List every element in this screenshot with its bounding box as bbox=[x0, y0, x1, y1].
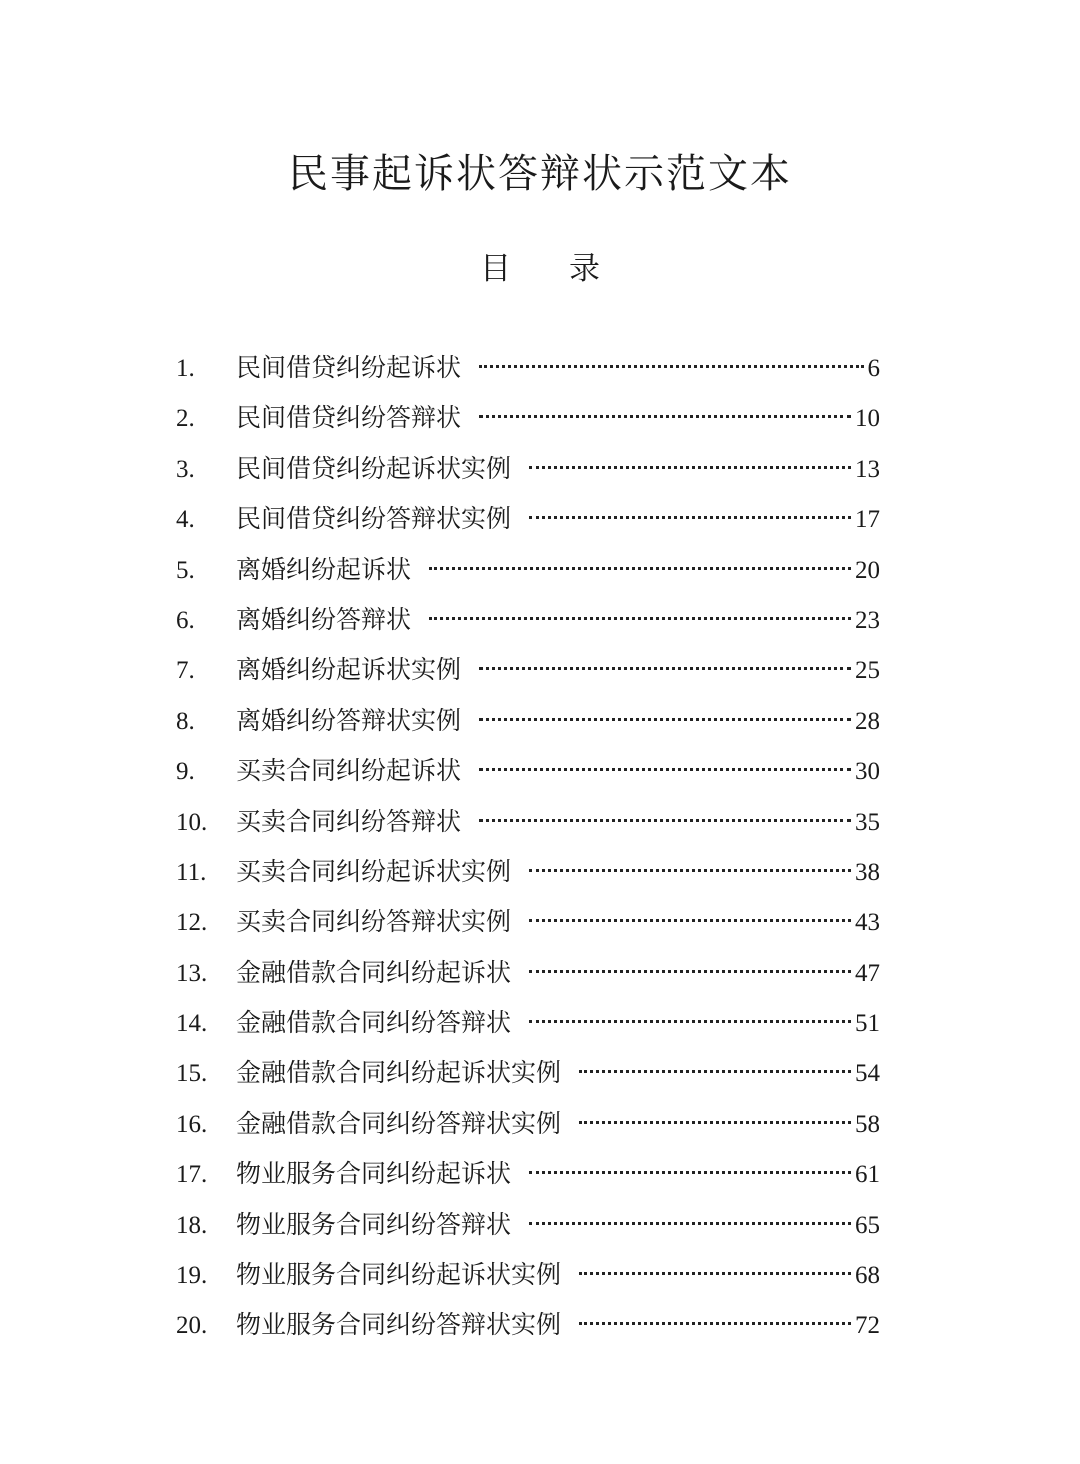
toc-item[interactable] bbox=[176, 897, 880, 947]
toc-item-number: 17. bbox=[176, 1161, 208, 1189]
toc-item-page: 38 bbox=[855, 858, 880, 886]
toc-item-label[interactable]: 离婚纠纷答辩状实例 bbox=[236, 705, 462, 735]
toc-item-page: 61 bbox=[855, 1161, 880, 1189]
toc-item-number: 9. bbox=[176, 758, 195, 786]
toc-heading-left: 目 bbox=[480, 251, 511, 287]
toc-item[interactable] bbox=[176, 595, 880, 645]
toc-item-leader-dots bbox=[579, 1121, 851, 1124]
toc-item-page: 58 bbox=[855, 1110, 880, 1138]
toc-item-number: 12. bbox=[176, 909, 208, 937]
toc-item-number: 10. bbox=[176, 808, 208, 836]
toc-item-page: 25 bbox=[855, 657, 880, 685]
toc-item-page: 6 bbox=[867, 355, 880, 382]
toc-heading bbox=[0, 245, 1080, 293]
toc-item-label[interactable]: 买卖合同纠纷起诉状实例 bbox=[236, 856, 512, 886]
toc-item-page: 23 bbox=[855, 606, 880, 634]
toc-item-label[interactable]: 买卖合同纠纷答辩状 bbox=[236, 806, 462, 836]
toc-item-leader-dots bbox=[529, 1222, 851, 1225]
toc-item[interactable] bbox=[176, 797, 880, 847]
toc-item-leader-dots bbox=[479, 768, 851, 771]
toc-item-label[interactable]: 物业服务合同纠纷起诉状实例 bbox=[236, 1260, 562, 1290]
toc-item-leader-dots bbox=[529, 1020, 851, 1023]
toc-item-leader-dots bbox=[429, 567, 851, 570]
toc-item-page: 20 bbox=[855, 556, 880, 584]
toc-item-page: 65 bbox=[855, 1211, 880, 1239]
toc-item-label[interactable]: 金融借款合同纠纷起诉状实例 bbox=[236, 1058, 562, 1088]
toc-item-page: 10 bbox=[855, 405, 880, 433]
toc-list bbox=[176, 343, 880, 1351]
toc-heading-right: 录 bbox=[569, 251, 600, 287]
toc-item-label[interactable]: 离婚纠纷答辩状 bbox=[236, 604, 412, 634]
toc-item-number: 16. bbox=[176, 1110, 208, 1138]
toc-item[interactable] bbox=[176, 948, 880, 998]
toc-item-number: 20. bbox=[176, 1312, 208, 1340]
toc-item[interactable] bbox=[176, 1099, 880, 1149]
toc-item-leader-dots bbox=[429, 617, 851, 620]
toc-item[interactable] bbox=[176, 1300, 880, 1350]
toc-item-number: 7. bbox=[176, 657, 195, 685]
toc-item[interactable] bbox=[176, 343, 880, 393]
toc-item-leader-dots bbox=[479, 415, 851, 418]
toc-item-label[interactable]: 民间借贷纠纷答辩状 bbox=[236, 403, 462, 433]
toc-item-page: 13 bbox=[855, 455, 880, 483]
toc-item-page: 43 bbox=[855, 909, 880, 937]
toc-item-number: 8. bbox=[176, 707, 195, 735]
toc-item-number: 5. bbox=[176, 556, 195, 584]
toc-item-label[interactable]: 物业服务合同纠纷答辩状实例 bbox=[236, 1310, 562, 1340]
toc-item[interactable] bbox=[176, 1250, 880, 1300]
toc-item-page: 47 bbox=[855, 959, 880, 987]
toc-item-label[interactable]: 买卖合同纠纷起诉状 bbox=[236, 756, 462, 786]
toc-item-page: 51 bbox=[855, 1010, 880, 1038]
toc-item[interactable] bbox=[176, 444, 880, 494]
toc-item[interactable] bbox=[176, 1200, 880, 1250]
toc-item-number: 1. bbox=[176, 355, 195, 382]
toc-item-leader-dots bbox=[529, 516, 851, 519]
toc-item-leader-dots bbox=[579, 1070, 851, 1073]
page-title: 民事起诉状答辩状示范文本 bbox=[288, 151, 792, 197]
toc-item[interactable] bbox=[176, 847, 880, 897]
toc-item-leader-dots bbox=[479, 365, 863, 368]
toc-item-label[interactable]: 民间借贷纠纷答辩状实例 bbox=[236, 504, 512, 534]
toc-item-label[interactable]: 物业服务合同纠纷起诉状 bbox=[236, 1159, 512, 1189]
toc-item-leader-dots bbox=[579, 1322, 851, 1325]
toc-item-page: 28 bbox=[855, 707, 880, 735]
toc-item-number: 2. bbox=[176, 405, 195, 433]
toc-item[interactable] bbox=[176, 696, 880, 746]
toc-item-page: 35 bbox=[855, 808, 880, 836]
toc-item[interactable] bbox=[176, 746, 880, 796]
toc-item[interactable] bbox=[176, 1048, 880, 1098]
toc-item-number: 15. bbox=[176, 1060, 208, 1088]
toc-item-number: 4. bbox=[176, 506, 195, 534]
toc-item-label[interactable]: 民间借贷纠纷起诉状实例 bbox=[236, 453, 512, 483]
toc-item-label[interactable]: 离婚纠纷起诉状实例 bbox=[236, 655, 462, 685]
toc-item-label[interactable]: 金融借款合同纠纷答辩状 bbox=[236, 1008, 512, 1038]
toc-item-leader-dots bbox=[529, 1171, 851, 1174]
toc-item-page: 30 bbox=[855, 758, 880, 786]
toc-item-leader-dots bbox=[479, 667, 851, 670]
toc-item-label[interactable]: 金融借款合同纠纷起诉状 bbox=[236, 957, 512, 987]
toc-item-page: 72 bbox=[855, 1312, 880, 1340]
toc-item-number: 18. bbox=[176, 1211, 208, 1239]
toc-item-leader-dots bbox=[529, 919, 851, 922]
toc-item[interactable] bbox=[176, 1149, 880, 1199]
toc-item-leader-dots bbox=[529, 869, 851, 872]
toc-item-page: 68 bbox=[855, 1262, 880, 1290]
toc-item-leader-dots bbox=[479, 819, 851, 822]
toc-item-number: 19. bbox=[176, 1262, 208, 1290]
toc-item-leader-dots bbox=[529, 466, 851, 469]
toc-item-leader-dots bbox=[529, 970, 851, 973]
toc-item-number: 6. bbox=[176, 606, 195, 634]
toc-item-label[interactable]: 民间借贷纠纷起诉状 bbox=[236, 353, 462, 382]
toc-item-number: 3. bbox=[176, 455, 195, 483]
toc-item-leader-dots bbox=[579, 1272, 851, 1275]
toc-item-number: 14. bbox=[176, 1010, 208, 1038]
toc-item-label[interactable]: 金融借款合同纠纷答辩状实例 bbox=[236, 1108, 562, 1138]
toc-item-label[interactable]: 物业服务合同纠纷答辩状 bbox=[236, 1209, 512, 1239]
toc-item-page: 17 bbox=[855, 506, 880, 534]
toc-item[interactable] bbox=[176, 545, 880, 595]
toc-item-number: 13. bbox=[176, 959, 208, 987]
toc-item-page: 54 bbox=[855, 1060, 880, 1088]
toc-item-label[interactable]: 买卖合同纠纷答辩状实例 bbox=[236, 907, 512, 937]
toc-item[interactable] bbox=[176, 998, 880, 1048]
toc-item[interactable] bbox=[176, 494, 880, 544]
toc-item[interactable] bbox=[176, 645, 880, 695]
toc-item-number: 11. bbox=[176, 858, 207, 886]
toc-item-label[interactable]: 离婚纠纷起诉状 bbox=[236, 554, 412, 584]
toc-item[interactable] bbox=[176, 393, 880, 443]
toc-item-leader-dots bbox=[479, 718, 851, 721]
